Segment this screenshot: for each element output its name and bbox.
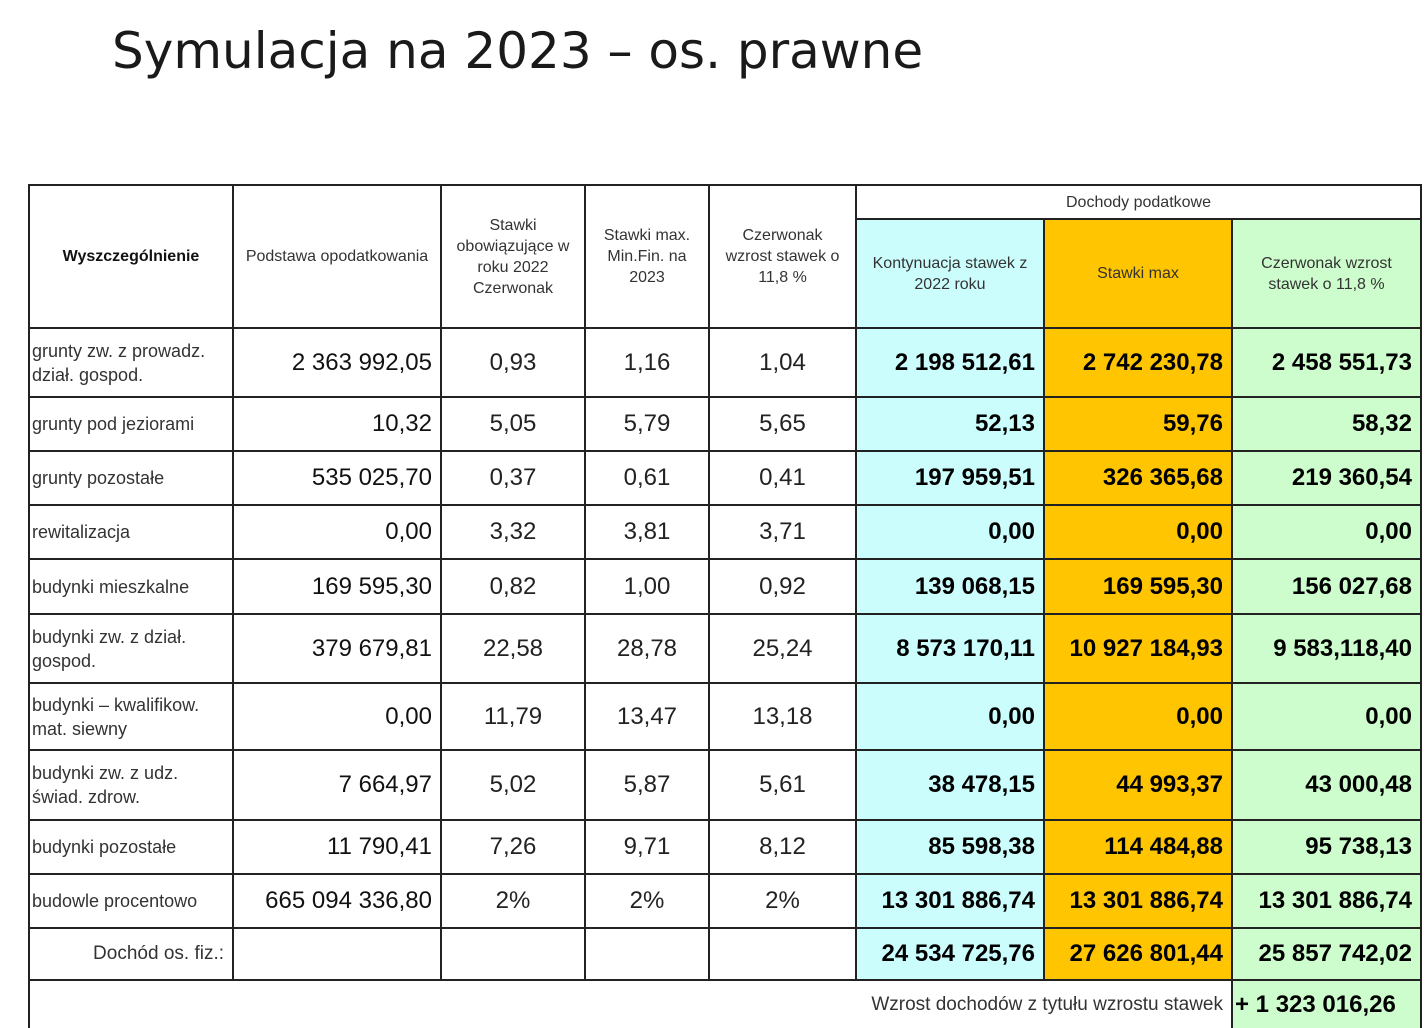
cell-stawka-2022: 0,82 — [441, 559, 585, 614]
summary-dochod-max: 27 626 801,44 — [1044, 928, 1232, 980]
cell-dochod-wzrost: 58,32 — [1232, 397, 1421, 451]
header-stawki-2022: Stawki obowiązujące w roku 2022 Czerwonak — [441, 185, 585, 328]
cell-stawka-2022: 7,26 — [441, 820, 585, 874]
table-row — [29, 683, 1421, 750]
cell-dochod-max: 10 927 184,93 — [1044, 614, 1232, 683]
table-row — [29, 505, 1421, 559]
cell-stawka-max: 3,81 — [585, 505, 709, 559]
summary-dochod-wzrost: 25 857 742,02 — [1232, 928, 1421, 980]
summary-row — [29, 928, 1421, 980]
cell-dochod-max: 13 301 886,74 — [1044, 874, 1232, 928]
increase-value: + 1 323 016,26 — [1232, 980, 1421, 1028]
header-label: Wyszczególnienie — [29, 185, 233, 328]
cell-dochod-kontynuacja: 52,13 — [856, 397, 1044, 451]
table-row — [29, 874, 1421, 928]
cell-dochod-max: 44 993,37 — [1044, 750, 1232, 820]
cell-stawka-max: 5,79 — [585, 397, 709, 451]
summary-empty-cell — [709, 928, 856, 980]
row-label: budowle procentowo — [29, 874, 233, 928]
cell-podstawa: 7 664,97 — [233, 750, 441, 820]
cell-stawka-max: 28,78 — [585, 614, 709, 683]
header-podstawa: Podstawa opodatkowania — [233, 185, 441, 328]
simulation-table — [28, 184, 1422, 1028]
table-row — [29, 328, 1421, 397]
row-label: grunty pozostałe — [29, 451, 233, 505]
row-label: grunty pod jeziorami — [29, 397, 233, 451]
cell-podstawa: 10,32 — [233, 397, 441, 451]
cell-dochod-max: 169 595,30 — [1044, 559, 1232, 614]
slide-title: Symulacja na 2023 – os. prawne — [112, 22, 924, 80]
cell-podstawa: 0,00 — [233, 505, 441, 559]
table-row — [29, 750, 1421, 820]
increase-label: Wzrost dochodów z tytułu wzrostu stawek — [29, 980, 1232, 1028]
cell-dochod-max: 0,00 — [1044, 505, 1232, 559]
header-czerwonak-wzrost: Czerwonak wzrost stawek o 11,8 % — [709, 185, 856, 328]
cell-podstawa: 0,00 — [233, 683, 441, 750]
summary-empty-cell — [233, 928, 441, 980]
cell-dochod-max: 0,00 — [1044, 683, 1232, 750]
header-wzrost: Czerwonak wzrost stawek o 11,8 % — [1232, 219, 1421, 328]
cell-dochod-wzrost: 0,00 — [1232, 505, 1421, 559]
header-kontynuacja: Kontynuacja stawek z 2022 roku — [856, 219, 1044, 328]
header-max: Stawki max — [1044, 219, 1232, 328]
cell-stawka-wzrost: 5,65 — [709, 397, 856, 451]
cell-dochod-max: 114 484,88 — [1044, 820, 1232, 874]
cell-stawka-wzrost: 8,12 — [709, 820, 856, 874]
summary-empty-cell — [585, 928, 709, 980]
row-label: budynki – kwalifikow. mat. siewny — [29, 683, 233, 750]
cell-dochod-wzrost: 156 027,68 — [1232, 559, 1421, 614]
cell-stawka-wzrost: 0,41 — [709, 451, 856, 505]
cell-stawka-2022: 3,32 — [441, 505, 585, 559]
cell-podstawa: 535 025,70 — [233, 451, 441, 505]
cell-dochod-max: 326 365,68 — [1044, 451, 1232, 505]
cell-stawka-2022: 0,93 — [441, 328, 585, 397]
cell-stawka-max: 13,47 — [585, 683, 709, 750]
cell-dochod-wzrost: 9 583,118,40 — [1232, 614, 1421, 683]
table-row — [29, 614, 1421, 683]
cell-stawka-max: 5,87 — [585, 750, 709, 820]
cell-podstawa: 379 679,81 — [233, 614, 441, 683]
cell-stawka-max: 1,16 — [585, 328, 709, 397]
cell-stawka-2022: 0,37 — [441, 451, 585, 505]
summary-dochod-kontynuacja: 24 534 725,76 — [856, 928, 1044, 980]
cell-podstawa: 11 790,41 — [233, 820, 441, 874]
table-row — [29, 820, 1421, 874]
cell-dochod-wzrost: 0,00 — [1232, 683, 1421, 750]
cell-dochod-max: 2 742 230,78 — [1044, 328, 1232, 397]
cell-podstawa: 169 595,30 — [233, 559, 441, 614]
table-row — [29, 559, 1421, 614]
cell-stawka-wzrost: 5,61 — [709, 750, 856, 820]
summary-empty-cell — [441, 928, 585, 980]
cell-stawka-2022: 2% — [441, 874, 585, 928]
row-label: rewitalizacja — [29, 505, 233, 559]
cell-stawka-max: 2% — [585, 874, 709, 928]
row-label: grunty zw. z prowadz. dział. gospod. — [29, 328, 233, 397]
cell-dochod-wzrost: 95 738,13 — [1232, 820, 1421, 874]
table-row — [29, 451, 1421, 505]
table-row — [29, 397, 1421, 451]
cell-stawka-max: 9,71 — [585, 820, 709, 874]
cell-stawka-wzrost: 2% — [709, 874, 856, 928]
cell-podstawa: 665 094 336,80 — [233, 874, 441, 928]
cell-stawka-max: 0,61 — [585, 451, 709, 505]
header-dochody-group: Dochody podatkowe — [856, 185, 1421, 219]
cell-dochod-kontynuacja: 0,00 — [856, 505, 1044, 559]
header-row-top — [29, 185, 1421, 219]
header-stawki-max: Stawki max. Min.Fin. na 2023 — [585, 185, 709, 328]
cell-stawka-2022: 11,79 — [441, 683, 585, 750]
cell-dochod-wzrost: 219 360,54 — [1232, 451, 1421, 505]
cell-dochod-kontynuacja: 85 598,38 — [856, 820, 1044, 874]
cell-dochod-wzrost: 2 458 551,73 — [1232, 328, 1421, 397]
cell-dochod-wzrost: 43 000,48 — [1232, 750, 1421, 820]
cell-stawka-wzrost: 25,24 — [709, 614, 856, 683]
cell-stawka-wzrost: 1,04 — [709, 328, 856, 397]
cell-dochod-kontynuacja: 2 198 512,61 — [856, 328, 1044, 397]
cell-podstawa: 2 363 992,05 — [233, 328, 441, 397]
cell-stawka-wzrost: 3,71 — [709, 505, 856, 559]
cell-stawka-wzrost: 0,92 — [709, 559, 856, 614]
cell-stawka-2022: 5,05 — [441, 397, 585, 451]
cell-dochod-max: 59,76 — [1044, 397, 1232, 451]
cell-dochod-kontynuacja: 197 959,51 — [856, 451, 1044, 505]
row-label: budynki pozostałe — [29, 820, 233, 874]
cell-stawka-2022: 5,02 — [441, 750, 585, 820]
row-label: budynki zw. z dział. gospod. — [29, 614, 233, 683]
cell-dochod-wzrost: 13 301 886,74 — [1232, 874, 1421, 928]
row-label: budynki zw. z udz. świad. zdrow. — [29, 750, 233, 820]
cell-dochod-kontynuacja: 38 478,15 — [856, 750, 1044, 820]
cell-dochod-kontynuacja: 139 068,15 — [856, 559, 1044, 614]
cell-stawka-max: 1,00 — [585, 559, 709, 614]
cell-dochod-kontynuacja: 8 573 170,11 — [856, 614, 1044, 683]
row-label: budynki mieszkalne — [29, 559, 233, 614]
cell-dochod-kontynuacja: 13 301 886,74 — [856, 874, 1044, 928]
cell-stawka-2022: 22,58 — [441, 614, 585, 683]
cell-stawka-wzrost: 13,18 — [709, 683, 856, 750]
cell-dochod-kontynuacja: 0,00 — [856, 683, 1044, 750]
increase-row — [29, 980, 1421, 1028]
summary-label: Dochód os. fiz.: — [29, 928, 233, 980]
